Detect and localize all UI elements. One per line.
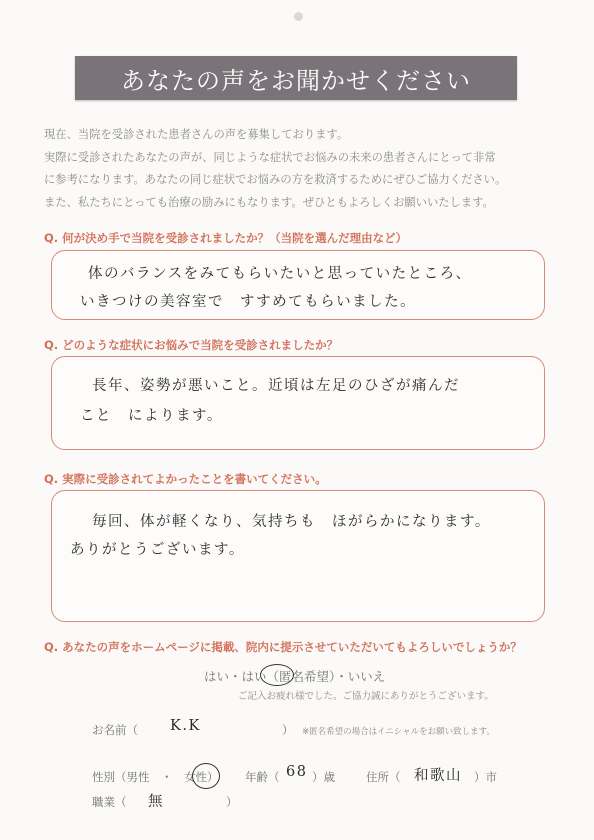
address-value[interactable]: 和歌山	[414, 768, 462, 784]
punch-hole	[294, 12, 303, 21]
permission-question-label: Q. あなたの声をホームページに掲載、院内に提示させていただいてもよろしいでしょうか？	[44, 640, 522, 654]
selected-option-circle	[260, 664, 294, 686]
age-value[interactable]: 68	[286, 764, 308, 780]
intro-line: また、私たちにとっても治療の励みにもなります。ぜひともよろしくお願いいたします。	[44, 195, 494, 209]
address-label: 住所（	[366, 770, 401, 784]
question-2-label: Q. どのような症状にお悩みで当院を受診されましたか？	[44, 338, 339, 352]
name-note: ※匿名希望の場合はイニシャルをお願い致します。	[302, 727, 495, 737]
gender-label[interactable]: 性別（男性 ・ 女性）	[92, 770, 219, 784]
page-title: あなたの声をお聞かせください	[75, 56, 517, 100]
intro-line: 現在、当院を受診された患者さんの声を募集しております。	[44, 128, 349, 141]
female-selected-circle	[192, 763, 220, 789]
occupation-label: 職業（	[92, 795, 127, 809]
address-close: ）市	[474, 770, 497, 784]
answer-3-line-1: 毎回、体が軽くなり、気持ちも ほがらかになります。	[92, 514, 491, 530]
question-3-label: Q. 実際に受診されてよかったことを書いてください。	[44, 472, 327, 486]
question-1-label: Q. 何が決め手で当院を受診されましたか？（当院を選んだ理由など）	[44, 231, 408, 245]
answer-3-line-2: ありがとうございます。	[70, 542, 245, 558]
answer-2-line-1: 長年、姿勢が悪いこと。近頃は左足のひざが痛んだ	[92, 378, 460, 394]
age-label: 年齢（	[245, 770, 280, 784]
name-label: お名前（	[92, 723, 138, 737]
answer-2-line-2: こと によります。	[80, 408, 223, 424]
intro-line: に参考になります。あなたの同じ症状でお悩みの方を救済するためにぜひご協力ください。	[44, 173, 507, 186]
name-value[interactable]: K.K	[170, 718, 201, 734]
answer-box-2[interactable]	[51, 356, 545, 450]
answer-1-line-1: 体のバランスをみてもらいたいと思っていたところ、	[88, 266, 472, 282]
occupation-value[interactable]: 無	[148, 794, 164, 810]
intro-text	[44, 124, 554, 214]
thanks-text: ご記入お疲れ様でした。ご協力誠にありがとうございます。	[238, 691, 494, 702]
intro-line: 実際に受診されたあなたの声が、同じような症状でお悩みの未来の患者さんにとって非常	[44, 150, 496, 164]
permission-options[interactable]: はい・はい（匿名希望）・いいえ	[204, 669, 386, 684]
answer-1-line-2: いきつけの美容室で すすめてもらいました。	[80, 294, 417, 310]
age-close: ）歳	[312, 770, 335, 784]
name-close: ）	[282, 723, 294, 737]
occupation-close: ）	[226, 795, 238, 809]
